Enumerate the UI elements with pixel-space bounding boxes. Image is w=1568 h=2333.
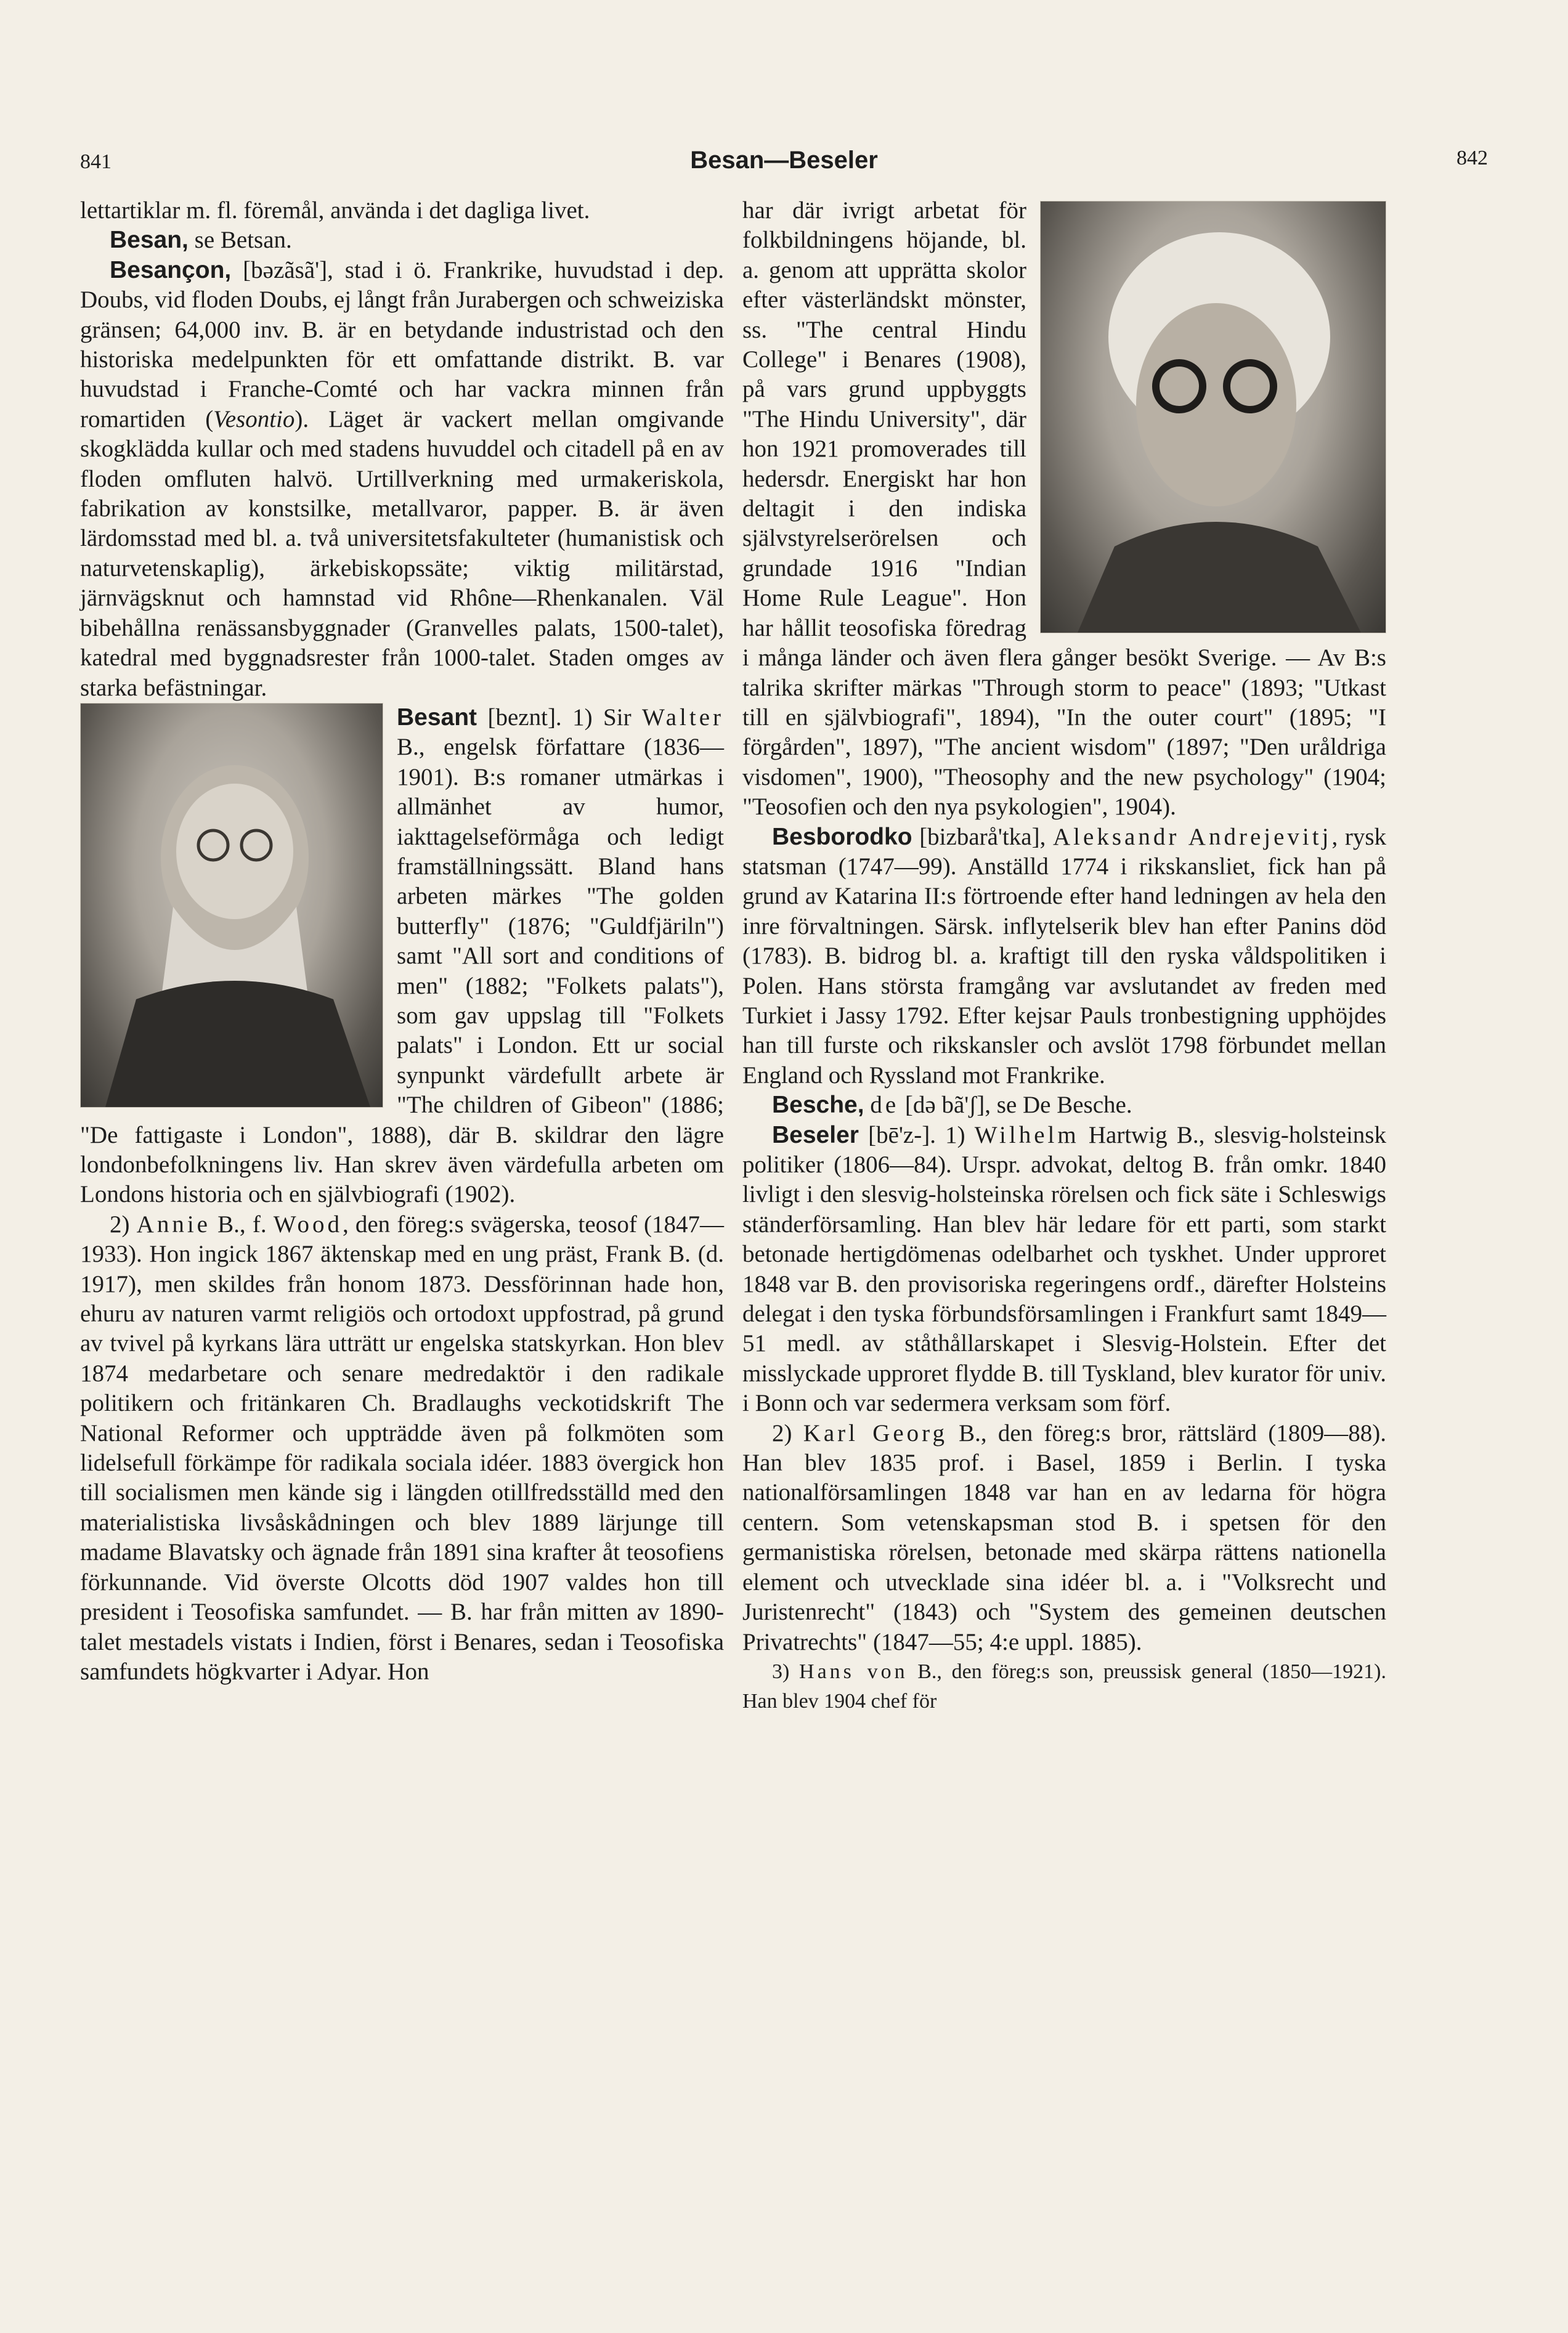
portrait-image	[1041, 201, 1386, 633]
running-header	[80, 143, 1488, 180]
entry-besancon: Besançon, [bəzãsã'], stad i ö. Frankrike, huvudstad i dep. Doubs, vid floden Doubs, ej långt från Jurabergen och schweiziska gränsen; 64,000 inv. B. är en betydande industristad och den historiska medelpunkten för ett omfattande distrikt. B. var huvudstad i Franche-Comté och har vackra minnen från romartiden (Vesontio). Läget är vackert mellan omgivande skogklädda kullar och med stadens huvuddel och citadell på en av floden omfluten halvö. Urtillverkning med urmakeriskola, fabrikation av konstsilke, metallvaror, papper. B. är även lärdomsstad med bl. a. två universitetsfakulteter (humanistisk och naturvetenskaplig), ärkebiskopssäte; viktig militärstad, järnvägsknut och hamnstad vid Rhône—Rhenkanalen. Väl bibehållna renässansbyggnader (Granvelles palats, 1500-talet), katedral med byggnadsrester från 1000-talet. Staden omges av starka befästningar.	[80, 256, 724, 701]
page-title: Besan—Beseler	[690, 147, 878, 174]
page-number-right: 842	[1456, 147, 1488, 169]
page-number-left: 841	[80, 150, 112, 173]
headword: Besche,	[772, 1092, 864, 1119]
entry-besche: Besche, de [də bã'ʃ], se De Besche.	[772, 1092, 1132, 1119]
entry-besborodko: Besborodko [bizbarå'tka], Aleksandr Andrejevitj, rysk statsman (1747—99). Anställd 1774 i rikskansliet, fick han på grund av Katarina II:s förtroende efter hand ledningen av hela den inre förvaltningen. Särsk. inflytelserik blev han efter Panins död (1783). B. bidrog bl. a. kraftigt till den ryska våldspolitiken i Polen. Hans största framgång var avslutandet av freden med Turkiet i Jassy 1792. Efter kejsar Pauls tronbestigning upphöjdes han till furste och rikskansler och avslöt 1798 förbundet mellan England och Ryssland mot Frankrike.	[742, 823, 1387, 1089]
entry-karl-georg-beseler: 2) Karl Georg B., den föreg:s bror, rättslärd (1809—88). Han blev 1835 prof. i Basel, 1859 i Berlin. I tyska nationalförsamlingen 1848 var han en av ledarna för högra centern. Som vetenskapsman stod B. i spetsen för den germanistiska rörelsen, betonade med skärpa rättens nationella element och utvecklade sina idéer bl. a. i "Volksrecht und Juristenrecht" (1843) och "System des gemeinen deutschen Privatrechts" (1847—55; 4:e uppl. 1885).	[742, 1419, 1386, 1655]
entry-besan: Besan, se Betsan.	[110, 227, 292, 254]
portrait-annie-besant	[1040, 201, 1386, 633]
headword: Besançon,	[110, 256, 232, 283]
left-column: lettartiklar m. fl. föremål, använda i det dagliga livet. Besan, se Betsan. Besançon, [bəzãsã'], stad i ö. Frankrike, huvudstad i dep. Doubs, vid floden Doubs, ej långt från Jurabergen och schweiziska gränsen; 64,000 inv. B. är en betydande industristad och den historiska medelpunkten för ett omfattande distrikt. B. var huvudstad i Franche-Comté och har vackra minnen från romartiden (Vesontio). Läget är vackert mellan omgivande skogklädda kullar och med stadens huvuddel och citadell på en av floden omfluten halvö. Urtillverkning med urmakeriskola, fabrikation av konstsilke, metallvaror, papper. B. är även lärdomsstad med bl. a. två universitetsfakulteter (humanistisk och naturvetenskaplig), ärkebiskopssäte; viktig militärstad, järnvägsknut och hamnstad vid Rhône—Rhenkanalen. Väl bibehållna renässansbyggnader (Granvelles palats, 1500-talet), katedral med byggnadsrester från 1000-talet. Staden omges av starka befästningar. Besant [beznt]. 1) Sir Walter B., engelsk författare (1836—1901). B:s romaner utmärkas i allmänhet av humor, iakttagelseförmåga och ledigt framställningssätt. Bland hans arbeten märkes "The golden butterfly" (1876; "Guldfjäriln") samt "All sort and conditions of men" (1882; "Folkets palats"), som gav uppslag till "Folkets palats" i London. Ett ur social synpunkt värdefullt arbete är "The children of Gibeon" (1886; "De fattigaste i London", 1888), där B. skildrar den lägre londonbefolkningens liv. Han skrev även värdefulla arbeten om Londons historia och en självbiografi (1902). 2) Annie B., f. Wood, den föreg:s svägerska, teosof (1847—1933). Hon ingick 1867 äktenskap med en ung präst, Frank B. (d. 1917), men skildes från honom 1873. Dessförinnan hade hon, ehuru av naturen varmt religiös och ortodoxt uppfostrad, på grund av tvivel på kyrkans lära utträtt ur engelska statskyrkan. Hon blev 1874 medarbetare och senare medredaktör i den radikale politikern och fritänkaren Ch. Bradlaughs veckotidskrift The National Reformer och uppträdde även på folkmöten som lidelsefull förkämpe för radikala sociala idéer. 1883 övergick hon till socialismen men kände sig i längden otillfredsställd med den materialistiska livsåskådningen och blev 1889 lärjunge till madame Blavatsky och ägnade från 1891 sina krafter åt teosofiens förkunnande. Vid överste Olcotts död 1907 valdes hon till president i Teosofiska samfundet. — B. har från mitten av 1890-talet mestadels vistats i Indien, först i Benares, sedan i Teosofiska samfundets högkvarter i Adyar. Hon	[80, 196, 724, 1687]
portrait-walter-besant	[80, 703, 383, 1108]
entry-beseler: Beseler [bē'z-]. 1) Wilhelm Hartwig B., slesvig-holsteinsk politiker (1806—84). Urspr. advokat, deltog B. från omkr. 1840 livligt i den slesvig-holsteinska rörelsen och fick säte i Schleswigs ständerförsamling. Han blev här ledare för ett parti, som starkt betonade hertigdömenas odelbarhet och tyskhet. Under upproret 1848 var B. den provisoriska regeringens ordf., därefter Holsteins delegat i den tyska förbundsförsamlingen i Frankfurt samt 1849—51 medl. av ståthållarskapet i Slesvig-Holstein. Efter det misslyckade upproret flydde B. till Tyskland, blev kurator för univ. i Bonn och var sedermera verksam som förf.	[742, 1121, 1386, 1417]
headword: Beseler	[772, 1121, 859, 1148]
headword: Besant	[397, 704, 477, 731]
portrait-image	[81, 704, 383, 1107]
entry-hans-von-beseler: 3) Hans von B., den föreg:s son, preussisk general (1850—1921). Han blev 1904 chef för	[742, 1660, 1386, 1713]
entry-continuation: lettartiklar m. fl. föremål, använda i det dagliga livet.	[80, 197, 590, 224]
headword: Besan,	[110, 227, 189, 254]
entry-annie-besant: 2) Annie B., f. Wood, den föreg:s svägerska, teosof (1847—1933). Hon ingick 1867 äktenskap med en ung präst, Frank B. (d. 1917), men skildes från honom 1873. Dessförinnan hade hon, ehuru av naturen varmt religiös och ortodoxt uppfostrad, på grund av tvivel på kyrkans lära utträtt ur engelska statskyrkan. Hon blev 1874 medarbetare och senare medredaktör i den radikale politikern och fritänkaren Ch. Bradlaughs veckotidskrift The National Reformer och uppträdde även på folkmöten som lidelsefull förkämpe för radikala sociala idéer. 1883 övergick hon till socialismen men kände sig i längden otillfredsställd med den materialistiska livsåskådningen och blev 1889 lärjunge till madame Blavatsky och ägnade från 1891 sina krafter åt teosofiens förkunnande. Vid överste Olcotts död 1907 valdes hon till president i Teosofiska samfundet. — B. har från mitten av 1890-talet mestadels vistats i Indien, först i Benares, sedan i Teosofiska samfundets högkvarter i Adyar. Hon	[80, 1211, 724, 1685]
right-column: har där ivrigt arbetat för folkbildningens höjande, bl. a. genom att upprätta skolor efter västerländskt mönster, ss. "The central Hindu College" i Benares (1908), på vars grund uppbyggts "The Hindu University", där hon 1921 promoverades till hedersdr. Energiskt har hon deltagit i den indiska självstyrelserörelsen och grundade 1916 "Indian Home Rule League". Hon har hållit teosofiska föredrag i många länder och även flera gånger besökt Sverige. — Av B:s talrika skrifter märkas "Through storm to peace" (1893; "Utkast till en självbiografi", 1894), "In the outer court" (1895; "I förgården", 1897), "The ancient wisdom" (1897; "Den uråldriga visdomen", 1900), "Theosophy and the new psychology" (1904; "Teosofien och den nya psykologien", 1904). Besborodko [bizbarå'tka], Aleksandr Andrejevitj, rysk statsman (1747—99). Anställd 1774 i rikskansliet, fick han på grund av Katarina II:s förtroende efter hand ledningen av hela den inre förvaltningen. Särsk. inflytelserik blev han efter Panins död (1783). B. bidrog bl. a. kraftigt till den ryska våldspolitiken i Polen. Hans största framgång var avslutandet av freden med Turkiet i Jassy 1792. Efter kejsar Pauls tronbestigning upphöjdes han till furste och rikskansler och avslöt 1798 förbundet mellan England och Ryssland mot Frankrike. Besche, de [də bã'ʃ], se De Besche. Beseler [bē'z-]. 1) Wilhelm Hartwig B., slesvig-holsteinsk politiker (1806—84). Urspr. advokat, deltog B. från omkr. 1840 livligt i den slesvig-holsteinska rörelsen och fick säte i Schleswigs ständerförsamling. Han blev här ledare för ett parti, som starkt betonade hertigdömenas odelbarhet och tyskhet. Under upproret 1848 var B. den provisoriska regeringens ordf., därefter Holsteins delegat i den tyska förbundsförsamlingen i Frankfurt samt 1849—51 medl. av ståthållarskapet i Slesvig-Holstein. Efter det misslyckade upproret flydde B. till Tyskland, blev kurator för univ. i Bonn och var sedermera verksam som förf. 2) Karl Georg B., den föreg:s bror, rättslärd (1809—88). Han blev 1835 prof. i Basel, 1859 i Berlin. I tyska nationalförsamlingen 1848 var han en av ledarna för högra centern. Som vetenskapsman stod B. i spetsen för den germanistiska rörelsen, betonade med skärpa rättens nationella element och utvecklade sina idéer bl. a. i "Volksrecht und Juristenrecht" (1843) och "System des gemeinen deutschen Privatrechts" (1847—55; 4:e uppl. 1885). 3) Hans von B., den föreg:s son, preussisk general (1850—1921). Han blev 1904 chef för	[742, 196, 1386, 1717]
headword: Besborodko	[772, 823, 912, 850]
